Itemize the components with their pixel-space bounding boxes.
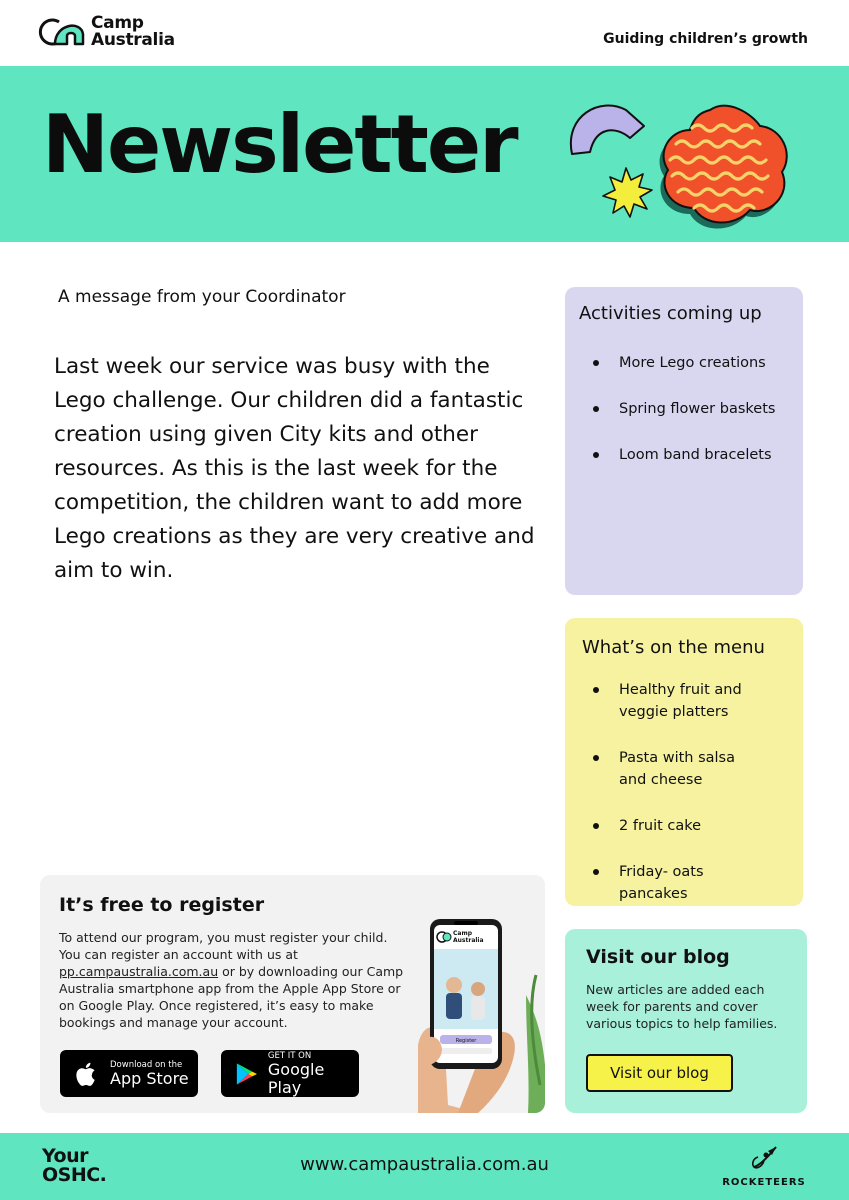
logo-text <box>91 15 175 49</box>
rocketeers-text: ROCKETEERS <box>722 1177 806 1188</box>
app-store-label <box>110 1060 189 1088</box>
register-link[interactable]: pp.campaustralia.com.au <box>59 964 219 979</box>
footer-url[interactable]: www.campaustralia.com.au <box>300 1154 549 1175</box>
list-item: Loom band bracelets <box>591 444 791 466</box>
list-item: 2 fruit cake <box>591 815 766 837</box>
phone-in-hand-image <box>418 915 545 1113</box>
phone-register-button-label: Register <box>455 1038 477 1044</box>
tagline: Guiding children’s growth <box>603 31 808 47</box>
list-item: More Lego creations <box>591 352 791 374</box>
visit-blog-button[interactable]: Visit our blog <box>586 1054 733 1092</box>
list-item: Pasta with salsa and cheese <box>591 747 766 791</box>
footer <box>0 1133 849 1200</box>
register-card <box>40 875 545 1113</box>
app-store-big-text: App Store <box>110 1068 189 1088</box>
activities-list <box>591 352 791 466</box>
blog-card <box>565 929 807 1113</box>
rocketeers-logo[interactable] <box>719 1143 809 1188</box>
app-store-button[interactable] <box>60 1050 198 1097</box>
google-play-big-text: Google Play <box>267 1059 325 1097</box>
newsletter-banner <box>0 66 849 242</box>
register-title: It’s free to register <box>59 894 265 916</box>
register-text <box>59 929 404 1031</box>
blog-text: New articles are added each week for parents and cover various topics to help families. <box>586 982 778 1031</box>
footer-left-line-1: Your <box>42 1145 88 1167</box>
blog-title: Visit our blog <box>586 946 730 968</box>
register-text-part-2: or by downloading our Camp Australia smartphone app from the Apple App Store or on Google Play. Once registered, it’s easy to make bookings and manage your account. <box>59 964 404 1030</box>
app-store-small-text: Download on the <box>110 1059 183 1070</box>
footer-left-line-2: OSHC. <box>42 1164 107 1186</box>
coordinator-message: Last week our service was busy with the Lego challenge. Our children did a fantastic creation using given City kits and other resources. As this is the last week for the competition, the children want to add more Lego creations as they are very creative and aim to win. <box>54 354 535 583</box>
list-item: Friday- oats pancakes <box>591 861 766 905</box>
list-item: Spring flower baskets <box>591 398 791 420</box>
apple-icon <box>72 1059 102 1089</box>
menu-list <box>591 679 766 905</box>
google-play-small-text: GET IT ON <box>267 1050 312 1061</box>
rocket-icon <box>746 1143 782 1171</box>
google-play-button[interactable] <box>221 1050 359 1097</box>
phone-logo-line-1: Camp <box>453 930 472 937</box>
phone-logo-line-2: Australia <box>453 937 484 944</box>
menu-card <box>565 618 803 906</box>
google-play-label <box>268 1051 359 1097</box>
register-text-part-1: To attend our program, you must register your child. You can register an account with us at <box>59 930 388 962</box>
logo-line-1: Camp <box>91 13 144 33</box>
logo-line-2: Australia <box>91 30 175 50</box>
camp-australia-logo[interactable] <box>37 14 175 50</box>
google-play-icon <box>233 1060 260 1088</box>
menu-title: What’s on the menu <box>582 637 765 658</box>
activities-card <box>565 287 803 595</box>
coordinator-subheading: A message from your Coordinator <box>58 287 346 307</box>
list-item: Healthy fruit and veggie platters <box>591 679 766 723</box>
camp-australia-logo-icon <box>37 14 89 50</box>
page-title: Newsletter <box>42 98 517 191</box>
activities-title: Activities coming up <box>579 303 762 324</box>
decorative-shapes-icon <box>560 76 800 236</box>
